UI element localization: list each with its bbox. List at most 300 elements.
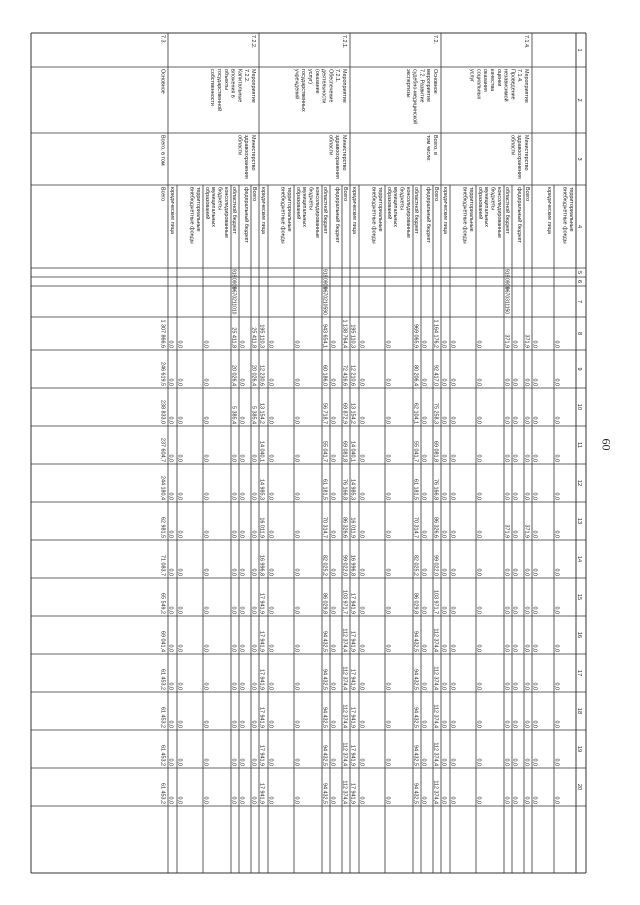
value-cell: 0,0 (503, 378, 510, 386)
row-executor: Всего, в (432, 135, 438, 155)
value-cell: 0,0 (449, 378, 456, 386)
funding-source: внебюджетные фонды (188, 187, 195, 244)
code-cell: 0909 (230, 278, 237, 290)
value-cell: 0,0 (293, 682, 300, 690)
funding-source: Всего (159, 187, 166, 202)
value-cell: 0,0 (238, 758, 245, 766)
funding-source: областной бюджет (231, 187, 237, 234)
value-cell: 0,0 (238, 530, 245, 538)
value-cell: 112 374,4 (341, 780, 348, 804)
row-executor: области (236, 135, 243, 156)
value-cell: 0,0 (176, 720, 183, 728)
value-cell: 0,0 (531, 530, 538, 538)
value-cell: 25 411,8 (230, 327, 237, 348)
value-cell: 0,0 (449, 796, 456, 804)
value-cell: 86 029,8 (412, 593, 419, 614)
value-cell: 0,0 (503, 568, 510, 576)
value-cell: 61 181,5 (321, 479, 328, 500)
value-cell: 0,0 (202, 720, 209, 728)
row-name: услуг (468, 69, 475, 83)
funding-source: муниципальных (392, 187, 399, 227)
value-cell: 0,0 (553, 416, 560, 424)
value-cell: 0,0 (202, 644, 209, 652)
funding-source: федеральный бюджет (425, 187, 431, 243)
value-cell: 0,0 (523, 758, 530, 766)
value-cell: 17 941,9 (349, 669, 356, 690)
value-cell: 0,0 (531, 340, 538, 348)
row-name: экспертизы (404, 69, 411, 98)
value-cell: 943 654,1 (321, 324, 328, 348)
funding-source: внебюджетные фонды (370, 187, 377, 244)
value-cell: 17 941,9 (349, 631, 356, 652)
value-cell: 76 166,8 (432, 479, 439, 500)
funding-source: Всего (342, 187, 348, 202)
row-executor: Министерство (523, 135, 529, 171)
value-cell: 0,0 (329, 606, 336, 614)
value-cell: 69 081,8 (432, 441, 439, 462)
value-cell: 0,0 (230, 644, 237, 652)
value-cell: 0,0 (553, 720, 560, 728)
value-cell: 0,0 (420, 416, 427, 424)
value-cell: 0,0 (176, 454, 183, 462)
value-cell: 71 083,7 (159, 555, 166, 576)
value-cell: 112 374,4 (341, 742, 348, 766)
row-name: оценки (495, 69, 502, 87)
value-cell: 60 186,0 (321, 365, 328, 386)
value-cell: 0,0 (384, 682, 391, 690)
value-cell: 0,0 (267, 568, 274, 576)
value-cell: 0,0 (503, 416, 510, 424)
value-cell: 62 981,5 (159, 517, 166, 538)
value-cell: 0,0 (511, 416, 518, 424)
value-cell: 0,0 (238, 682, 245, 690)
row-name: Обеспечение (327, 69, 334, 103)
value-cell: 0,0 (293, 416, 300, 424)
value-cell: 0,0 (267, 378, 274, 386)
value-cell: 0,0 (553, 644, 560, 652)
value-cell: 12 210,6 (349, 365, 356, 386)
value-cell: 0,0 (553, 378, 560, 386)
row-name: учреждений (293, 69, 300, 100)
value-cell: 0,0 (238, 568, 245, 576)
row-name: оказания (482, 69, 489, 92)
value-cell: 0,0 (420, 530, 427, 538)
row-name: государственной (216, 69, 222, 112)
value-cell: 0,0 (329, 530, 336, 538)
row-name: качества (489, 69, 495, 92)
value-cell: 0,0 (511, 492, 518, 500)
value-cell: 94 432,5 (321, 631, 328, 652)
funding-source: образований (476, 187, 483, 220)
value-cell: 0,0 (475, 378, 482, 386)
value-cell: 0,0 (176, 416, 183, 424)
value-cell: 0,0 (329, 796, 336, 804)
value-cell: 69 872,9 (341, 403, 348, 424)
value-cell: 0,0 (475, 530, 482, 538)
value-cell: 0,0 (238, 454, 245, 462)
value-cell: 0,0 (531, 644, 538, 652)
value-cell: 0,0 (475, 720, 482, 728)
row-name: Основное (159, 69, 166, 94)
value-cell: 0,0 (230, 796, 237, 804)
value-cell: 0,0 (329, 720, 336, 728)
value-cell: 0,0 (250, 644, 257, 652)
row-number: 7.1.4. (523, 35, 529, 49)
value-cell: 0,0 (202, 796, 209, 804)
value-cell: 0,0 (449, 682, 456, 690)
value-cell: 0,0 (167, 644, 174, 652)
value-cell: 0,0 (503, 606, 510, 614)
row-name: Мероприятие (250, 69, 256, 103)
value-cell: 0,0 (440, 796, 447, 804)
value-cell: 0,0 (440, 720, 447, 728)
value-cell: 0,0 (449, 606, 456, 614)
value-cell: 0,0 (202, 568, 209, 576)
value-cell: 0,0 (238, 492, 245, 500)
value-cell: 5 385,4 (250, 406, 257, 424)
funding-source: Всего (251, 187, 257, 202)
value-cell: 80 206,4 (412, 365, 419, 386)
funding-source: внебюджетные фонды (561, 187, 568, 244)
value-cell: 103 971,7 (432, 590, 439, 614)
funding-source: юридические лица (260, 187, 266, 234)
row-executor: здравоохранения (516, 135, 523, 179)
value-cell: 0,0 (531, 492, 538, 500)
value-cell: 0,0 (475, 606, 482, 614)
value-cell: 0,0 (167, 568, 174, 576)
value-cell: 16 011,9 (349, 517, 356, 538)
value-cell: 0,0 (293, 644, 300, 652)
value-cell: 0,0 (176, 758, 183, 766)
funding-source: консолидированные (405, 187, 411, 238)
value-cell: 0,0 (531, 682, 538, 690)
value-cell: 0,0 (358, 758, 365, 766)
value-cell: 94 432,5 (412, 707, 419, 728)
value-cell: 0,0 (384, 492, 391, 500)
value-cell: 0,0 (531, 758, 538, 766)
value-cell: 0,0 (553, 340, 560, 348)
value-cell: 0,0 (202, 530, 209, 538)
value-cell: 0,0 (293, 530, 300, 538)
value-cell: 0,0 (511, 568, 518, 576)
value-cell: 94 432,5 (412, 745, 419, 766)
value-cell: 0,0 (420, 720, 427, 728)
row-name: объекты (222, 69, 229, 91)
value-cell: 86 029,8 (321, 593, 328, 614)
value-cell: 0,0 (449, 416, 456, 424)
value-cell: 0,0 (384, 454, 391, 462)
column-number: 9 (576, 367, 582, 371)
value-cell: 0,0 (553, 568, 560, 576)
value-cell: 92 417,0 (432, 365, 439, 386)
funding-source: образований (203, 187, 210, 220)
value-cell: 94 432,5 (321, 669, 328, 690)
value-cell: 55 041,7 (412, 441, 419, 462)
value-cell: 0,0 (475, 758, 482, 766)
value-cell: 0,0 (531, 796, 538, 804)
funding-source: консолидированные (496, 187, 502, 238)
value-cell: 70 314,7 (412, 517, 419, 538)
value-cell: 0,0 (329, 378, 336, 386)
value-cell: 0,0 (329, 454, 336, 462)
value-cell: 94 432,5 (321, 707, 328, 728)
value-cell: 0,0 (293, 378, 300, 386)
value-cell: 112 374,4 (432, 628, 439, 652)
funding-source: бюджеты (216, 187, 223, 210)
value-cell: 0,0 (420, 606, 427, 614)
value-cell: 0,0 (511, 530, 518, 538)
row-number: 7.2.2. (250, 35, 256, 49)
column-number: 7 (576, 299, 582, 304)
column-number: 8 (576, 331, 582, 336)
funding-source: внебюджетные фонды (461, 187, 468, 244)
value-cell: 0,0 (358, 378, 365, 386)
value-cell: 62 104,1 (412, 403, 419, 424)
value-cell: 112 374,4 (341, 704, 348, 728)
value-cell: 112 374,4 (432, 666, 439, 690)
value-cell: 14 040,1 (258, 441, 265, 462)
value-cell: 0,0 (420, 378, 427, 386)
value-cell: 0,0 (358, 644, 365, 652)
column-number: 6 (576, 279, 582, 284)
code-cell: 918 (503, 269, 510, 278)
value-cell: 0,0 (523, 416, 530, 424)
value-cell: 0,0 (293, 454, 300, 462)
value-cell: 0,0 (267, 796, 274, 804)
value-cell: 371,9 (523, 524, 530, 538)
value-cell: 0,0 (449, 644, 456, 652)
value-cell: 0,0 (384, 416, 391, 424)
value-cell: 0,0 (230, 454, 237, 462)
value-cell: 17 941,9 (258, 669, 265, 690)
value-cell: 0,0 (440, 644, 447, 652)
value-cell: 0,0 (202, 492, 209, 500)
value-cell: 0,0 (511, 606, 518, 614)
value-cell: 0,0 (440, 416, 447, 424)
row-executor: Всего, в том (159, 135, 166, 166)
value-cell: 0,0 (238, 416, 245, 424)
value-cell: 0,0 (511, 644, 518, 652)
value-cell: 0,0 (267, 416, 274, 424)
funding-source: Всего (433, 187, 439, 202)
value-cell: 0,0 (176, 682, 183, 690)
value-cell: 195 110,3 (258, 324, 265, 348)
value-cell: 0,0 (293, 568, 300, 576)
value-cell: 0,0 (238, 796, 245, 804)
funding-source: внебюджетные фонды (279, 187, 286, 244)
value-cell: 0,0 (449, 720, 456, 728)
code-cell: 918 (230, 269, 237, 278)
value-cell: 0,0 (420, 796, 427, 804)
value-cell: 0,0 (523, 568, 530, 576)
funding-source: областной бюджет (322, 187, 328, 234)
row-name: деятельности (320, 69, 327, 104)
value-cell: 17 941,9 (258, 745, 265, 766)
value-cell: 371,9 (503, 334, 510, 348)
value-cell: 0,0 (358, 720, 365, 728)
value-cell: 0,0 (420, 758, 427, 766)
value-cell: 17 941,9 (349, 783, 356, 804)
value-cell: 0,0 (384, 796, 391, 804)
value-cell: 0,0 (267, 606, 274, 614)
funding-source: бюджеты (489, 187, 496, 210)
value-cell: 0,0 (449, 454, 456, 462)
value-cell: 65 549,2 (159, 593, 166, 614)
value-cell: 75 258,3 (432, 403, 439, 424)
value-cell: 99 022,0 (432, 555, 439, 576)
value-cell: 0,0 (511, 720, 518, 728)
funding-source: Всего (524, 187, 530, 202)
value-cell: 0,0 (358, 568, 365, 576)
funding-source: муниципальных (301, 187, 308, 227)
value-cell: 0,0 (176, 644, 183, 652)
row-name: 7.2.2. (243, 69, 250, 83)
value-cell: 0,0 (531, 378, 538, 386)
value-cell: 0,0 (475, 682, 482, 690)
value-cell: 61 453,2 (159, 783, 166, 804)
value-cell: 0,0 (511, 682, 518, 690)
row-number: 7.2. (432, 35, 438, 44)
value-cell: 112 374,4 (432, 742, 439, 766)
row-executor: том числе: (425, 135, 432, 162)
row-executor: Министерство (341, 135, 347, 171)
row-name: вложения в (229, 69, 236, 98)
value-cell: 0,0 (167, 758, 174, 766)
row-name: услуг) (307, 69, 313, 84)
funding-source: федеральный бюджет (334, 187, 340, 243)
value-cell: 1 307 866,6 (159, 319, 166, 348)
value-cell: 0,0 (293, 492, 300, 500)
value-cell: 0,0 (475, 340, 482, 348)
value-cell: 0,0 (358, 492, 365, 500)
value-cell: 13 154,2 (258, 403, 265, 424)
value-cell: 0,0 (358, 606, 365, 614)
funding-source: территориальные (377, 187, 383, 232)
value-cell: 14 040,1 (349, 441, 356, 462)
value-cell: 0,0 (329, 340, 336, 348)
value-cell: 0,0 (475, 492, 482, 500)
value-cell: 0,0 (267, 720, 274, 728)
funding-source: консолидированные (223, 187, 229, 238)
funding-source: юридические лица (546, 187, 552, 234)
value-cell: 0,0 (449, 492, 456, 500)
column-number: 16 (576, 631, 582, 639)
value-cell: 16 996,8 (349, 555, 356, 576)
value-cell: 0,0 (329, 416, 336, 424)
column-number: 13 (576, 517, 582, 525)
value-cell: 17 941,9 (349, 745, 356, 766)
value-cell: 0,0 (167, 606, 174, 614)
value-cell: 0,0 (531, 568, 538, 576)
value-cell: 61 453,2 (159, 669, 166, 690)
value-cell: 0,0 (384, 606, 391, 614)
value-cell: 0,0 (202, 758, 209, 766)
value-cell: 94 432,5 (321, 783, 328, 804)
value-cell: 99 022,0 (341, 555, 348, 576)
row-name: Проведение (509, 69, 516, 100)
value-cell: 0,0 (384, 568, 391, 576)
column-number: 20 (576, 783, 582, 791)
value-cell: 94 432,5 (412, 783, 419, 804)
row-name: судебно-медицинской (411, 69, 418, 125)
value-cell: 55 041,7 (321, 441, 328, 462)
funding-source: юридические лица (442, 187, 448, 234)
row-name: Мероприятие (523, 69, 529, 103)
value-cell: 0,0 (293, 606, 300, 614)
value-cell: 0,0 (238, 340, 245, 348)
value-cell: 237 604,7 (159, 438, 166, 462)
row-executor: области (509, 135, 516, 156)
value-cell: 0,0 (523, 796, 530, 804)
value-cell: 0,0 (440, 378, 447, 386)
value-cell: 195 110,3 (349, 324, 356, 348)
value-cell: 0,0 (329, 758, 336, 766)
value-cell: 0,0 (523, 720, 530, 728)
value-cell: 86 326,6 (432, 517, 439, 538)
value-cell: 0,0 (267, 454, 274, 462)
row-name: независимой (502, 69, 509, 102)
value-cell: 16 996,8 (258, 555, 265, 576)
funding-source: территориальные (195, 187, 201, 232)
value-cell: 0,0 (176, 492, 183, 500)
funding-source: образований (385, 187, 392, 220)
value-cell: 61 453,2 (159, 707, 166, 728)
code-cell: 0909 (503, 278, 510, 290)
value-cell: 0,0 (440, 758, 447, 766)
value-cell: 94 432,5 (321, 745, 328, 766)
value-cell: 0,0 (523, 378, 530, 386)
value-cell: 0,0 (267, 492, 274, 500)
value-cell: 0,0 (475, 796, 482, 804)
value-cell: 112 374,4 (341, 666, 348, 690)
value-cell: 0,0 (250, 682, 257, 690)
value-cell: 0,0 (511, 454, 518, 462)
value-cell: 0,0 (329, 492, 336, 500)
value-cell: 246 619,5 (159, 362, 166, 386)
value-cell: 0,0 (293, 796, 300, 804)
value-cell: 0,0 (250, 606, 257, 614)
funding-source: юридические лица (351, 187, 357, 234)
value-cell: 0,0 (176, 340, 183, 348)
value-cell: 0,0 (503, 758, 510, 766)
column-number: 3 (576, 157, 582, 161)
value-cell: 0,0 (230, 720, 237, 728)
value-cell: 94 432,5 (412, 669, 419, 690)
row-name: мероприятие (425, 69, 432, 103)
funding-source: бюджеты (307, 187, 314, 210)
value-cell: 0,0 (167, 340, 174, 348)
value-cell: 0,0 (503, 492, 510, 500)
value-cell: 0,0 (230, 606, 237, 614)
value-cell: 0,0 (329, 568, 336, 576)
value-cell: 0,0 (250, 758, 257, 766)
value-cell: 0,0 (250, 492, 257, 500)
value-cell: 0,0 (523, 492, 530, 500)
value-cell: 0,0 (293, 758, 300, 766)
value-cell: 25 411,8 (250, 327, 257, 348)
value-cell: 0,0 (238, 720, 245, 728)
value-cell: 0,0 (250, 720, 257, 728)
value-cell: 20 026,4 (230, 365, 237, 386)
value-cell: 0,0 (250, 454, 257, 462)
value-cell: 0,0 (167, 720, 174, 728)
value-cell: 371,9 (523, 334, 530, 348)
column-number: 10 (576, 403, 582, 411)
value-cell: 0,0 (358, 682, 365, 690)
value-cell: 20 026,4 (250, 365, 257, 386)
row-name: (оказание (313, 69, 320, 94)
value-cell: 371,9 (503, 524, 510, 538)
